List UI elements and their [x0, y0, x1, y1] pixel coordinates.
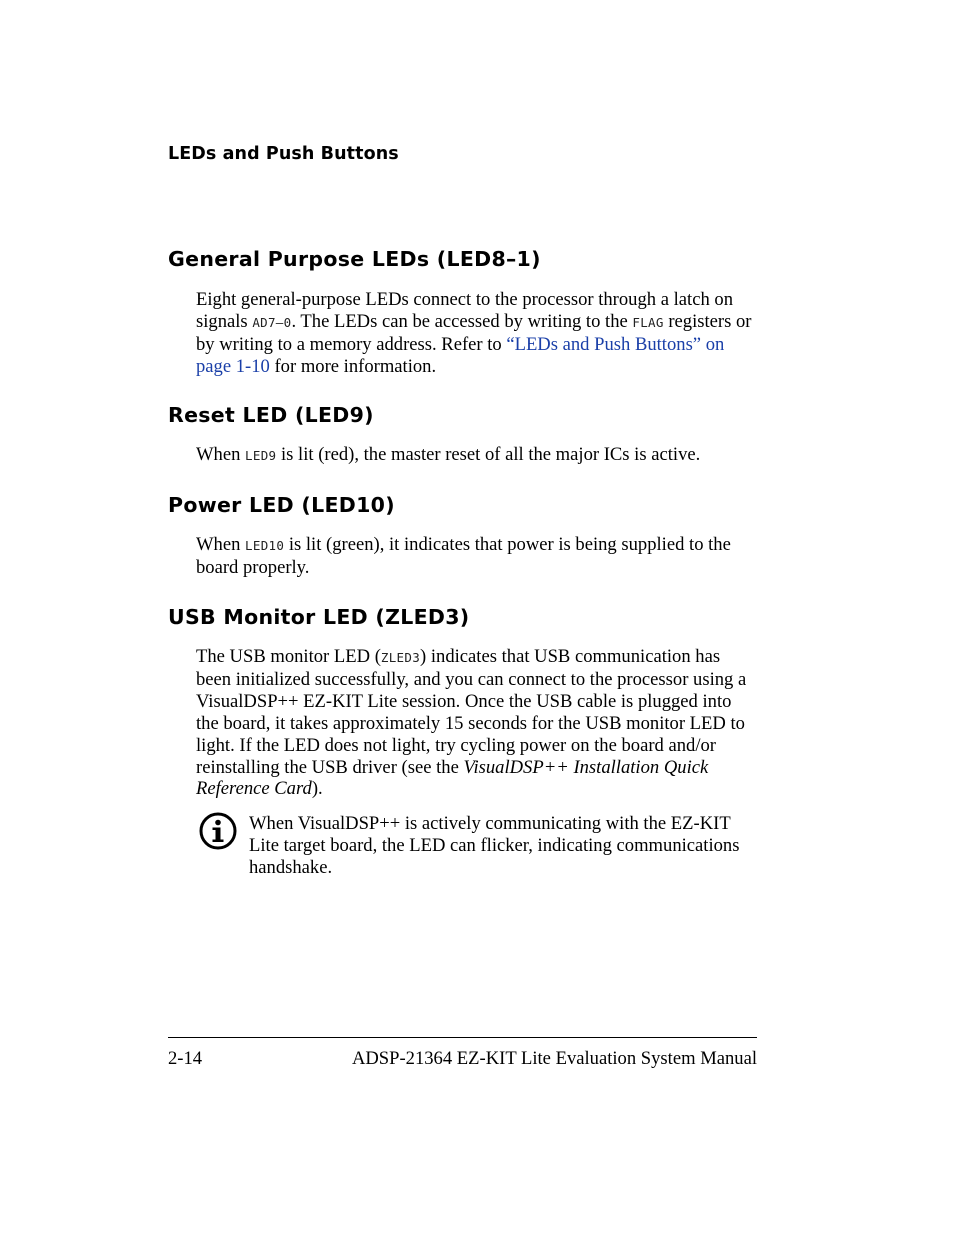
info-icon: [198, 811, 238, 851]
text-run: When: [196, 444, 246, 465]
text-run: is lit (red), the master reset of all the major ICs is active.: [276, 444, 701, 465]
led-name-code: LED9: [245, 448, 277, 463]
paragraph-usb-monitor-led: [196, 646, 758, 800]
footer-rule: [168, 1037, 757, 1038]
document-reference: VisualDSP++ Installation Quick Reference Card: [196, 756, 709, 800]
paragraph-power-led: [196, 534, 758, 579]
text-run: Eight general-purpose LEDs connect to the processor through a latch on signals: [196, 289, 733, 332]
paragraph-general-purpose-leds: [196, 289, 758, 378]
cross-reference-link[interactable]: “LEDs and Push Buttons” on page 1-10: [196, 333, 725, 377]
signal-name-code: AD7–0: [252, 314, 292, 330]
text-run: ).: [311, 778, 323, 800]
running-head: LEDs and Push Buttons: [168, 144, 399, 164]
section-title-reset-led: Reset LED (LED9): [168, 403, 374, 427]
text-run: When: [196, 534, 246, 555]
register-name-code: FLAG: [632, 314, 664, 330]
text-run: The USB monitor LED (: [196, 646, 381, 667]
section-title-usb-monitor-led: USB Monitor LED (ZLED3): [168, 605, 470, 629]
text-run: registers or by writing to a memory address. Refer to: [196, 310, 752, 355]
led-name-code: LED10: [245, 538, 285, 553]
text-run: . The LEDs can be accessed by writing to the: [291, 310, 633, 332]
led-name-code: ZLED3: [380, 650, 421, 665]
section-title-power-led: Power LED (LED10): [168, 493, 395, 517]
manual-title: ADSP-21364 EZ-KIT Lite Evaluation System Manual: [351, 1048, 757, 1069]
note-text: When VisualDSP++ is actively communicating with the EZ-KIT Lite target board, the LED can flicker, indicating communications handshake.: [249, 813, 740, 878]
text-run: is lit (green), it indicates that power is being supplied to the board properly.: [196, 534, 731, 578]
paragraph-reset-led: [196, 444, 758, 467]
text-run: ) indicates that USB communication has been initialized successfully, and you can connect to the processor using a VisualDSP++ EZ-KIT Lite session. Once the USB cable is plugged into the board, it takes approximately 15 seconds for the USB monitor LED to light. If the LED does not light, try cycling power on the board and/or reinstalling the USB driver (see the: [196, 646, 747, 778]
section-title-general-purpose-leds: General Purpose LEDs (LED8–1): [168, 247, 541, 271]
text-run: for more information.: [269, 355, 437, 377]
page-number: 2-14: [168, 1048, 203, 1069]
